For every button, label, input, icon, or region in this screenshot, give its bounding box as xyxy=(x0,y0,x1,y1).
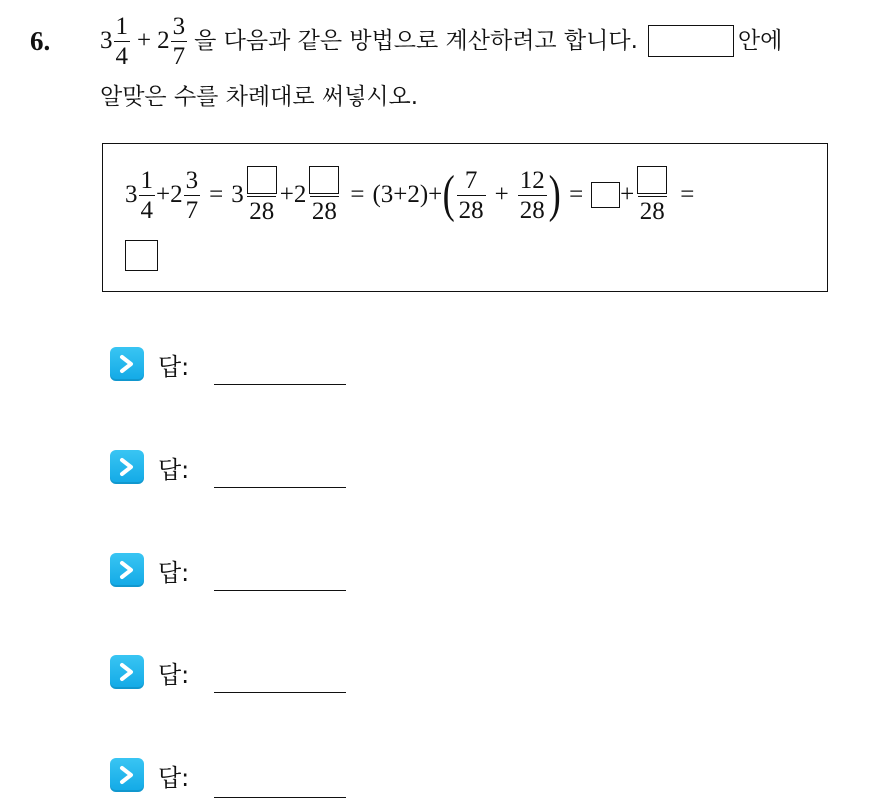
fraction-denominator: 28 xyxy=(311,198,337,226)
answer-line[interactable] xyxy=(214,797,346,798)
answer-box-icon[interactable] xyxy=(591,182,620,208)
answer-label: 답: xyxy=(158,455,190,484)
eq-whole: 3 xyxy=(125,181,138,209)
plus-sign: + xyxy=(620,181,635,209)
fraction-denominator: 28 xyxy=(458,196,484,224)
fraction-numerator: 7 xyxy=(464,166,478,194)
eq-fraction xyxy=(184,168,201,223)
fraction-numerator: 3 xyxy=(185,166,199,194)
fraction-denominator: 28 xyxy=(249,198,275,226)
fraction-numerator xyxy=(307,166,341,196)
answer-row xyxy=(110,755,189,795)
answer-line[interactable] xyxy=(214,487,346,488)
fraction-denominator: 4 xyxy=(140,196,153,224)
equation-box xyxy=(102,143,828,292)
answer-label: 답: xyxy=(158,763,190,792)
equation-row-2 xyxy=(125,240,158,271)
answer-box-icon[interactable] xyxy=(309,166,339,194)
fraction-denominator: 28 xyxy=(519,196,545,224)
equals-sign: = xyxy=(350,181,365,209)
question-line-1 xyxy=(100,10,870,72)
chevron-right-icon xyxy=(110,347,144,381)
fraction-numerator: 1 xyxy=(115,12,128,40)
plus-sign: + xyxy=(494,181,509,209)
plus-sign: + xyxy=(279,181,294,209)
question-text xyxy=(100,10,870,110)
fraction-numerator xyxy=(635,166,669,196)
question-text-body: 을 다음과 같은 방법으로 계산하려고 합니다. xyxy=(194,28,638,54)
question-number: 6. xyxy=(30,26,51,56)
answer-row xyxy=(110,344,189,384)
eq-fraction xyxy=(307,166,341,224)
answer-line[interactable] xyxy=(214,590,346,591)
left-paren-icon: ( xyxy=(442,166,456,224)
plus-sign: + xyxy=(137,27,152,54)
fraction-numerator xyxy=(245,166,279,196)
fraction-denominator: 7 xyxy=(185,196,199,224)
eq-fraction xyxy=(635,166,669,224)
answer-row xyxy=(110,550,189,590)
answer-row xyxy=(110,447,189,487)
question-line-2: 알맞은 수를 차례대로 써넣시오. xyxy=(100,84,419,110)
answer-label: 답: xyxy=(158,352,190,381)
fraction-1-4 xyxy=(114,14,131,69)
mixed1-whole: 3 xyxy=(100,27,113,54)
answer-label: 답: xyxy=(158,558,190,587)
plus-sign: + xyxy=(156,181,171,209)
eq-whole: 2 xyxy=(293,181,307,209)
mixed2-whole: 2 xyxy=(157,27,170,54)
eq-whole: 3 xyxy=(231,181,244,209)
answer-row xyxy=(110,652,189,692)
eq-whole: 2 xyxy=(170,181,183,209)
answer-label: 답: xyxy=(158,660,190,689)
equals-sign: = xyxy=(209,181,224,209)
answer-box-icon[interactable] xyxy=(247,166,277,194)
fraction-denominator: 7 xyxy=(172,42,186,70)
equals-sign: = xyxy=(680,181,695,209)
equals-sign: = xyxy=(569,181,584,209)
equation-row xyxy=(125,166,694,224)
eq-group: (3+2)+ xyxy=(372,181,443,209)
eq-fraction xyxy=(457,168,486,223)
answer-box-icon[interactable] xyxy=(637,166,667,194)
chevron-right-icon xyxy=(110,655,144,689)
chevron-right-icon xyxy=(110,450,144,484)
fraction-numerator: 12 xyxy=(519,166,545,194)
blank-box-icon xyxy=(648,25,734,57)
chevron-right-icon xyxy=(110,758,144,792)
chevron-right-icon xyxy=(110,553,144,587)
answer-line[interactable] xyxy=(214,384,346,385)
right-paren-icon: ) xyxy=(548,166,561,224)
answer-line[interactable] xyxy=(214,692,346,693)
eq-fraction xyxy=(518,168,547,223)
eq-fraction xyxy=(245,166,279,224)
fraction-3-7 xyxy=(171,14,188,69)
answer-box-icon[interactable] xyxy=(125,240,158,271)
fraction-denominator: 4 xyxy=(115,42,128,70)
fraction-numerator: 1 xyxy=(140,166,153,194)
fraction-denominator: 28 xyxy=(639,198,665,226)
question-text-tail: 안에 xyxy=(737,28,783,54)
eq-fraction xyxy=(139,168,156,223)
fraction-numerator: 3 xyxy=(172,12,186,40)
